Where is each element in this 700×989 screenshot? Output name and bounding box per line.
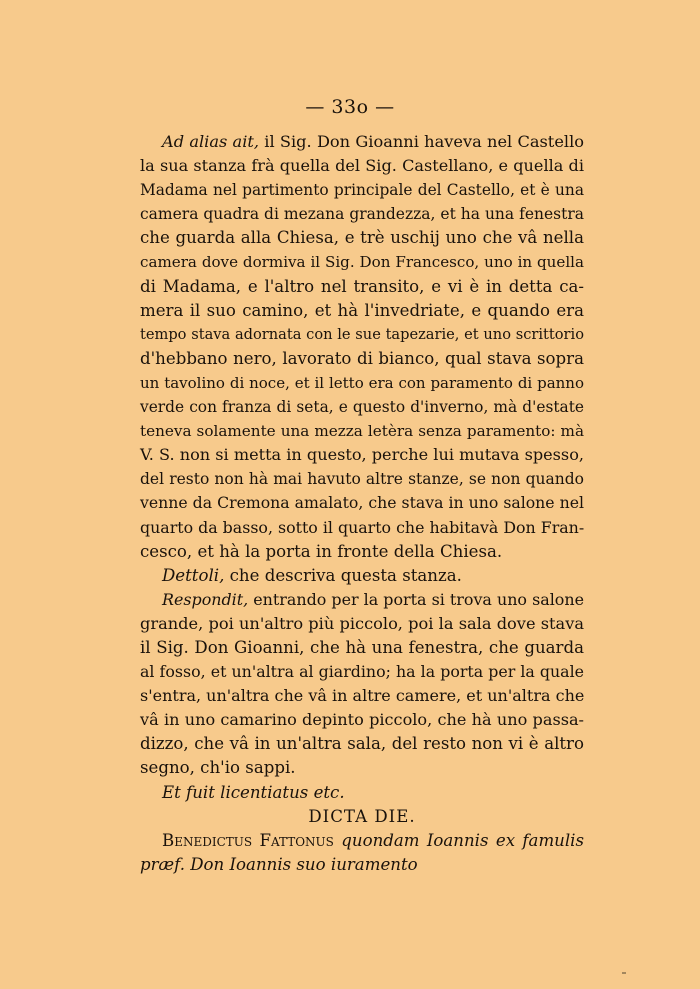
text-line xyxy=(140,419,584,443)
text-line xyxy=(140,130,584,154)
text-line xyxy=(140,612,584,636)
text-segment: camera quadra di mezana grandezza, et ha una fenestra xyxy=(140,205,584,224)
text-segment: teneva solamente una mezza letèra senza paramento: mà xyxy=(140,422,584,441)
text-segment: DICTA DIE. xyxy=(308,806,416,826)
text-segment: Madama nel partimento principale del Castello, et è una xyxy=(140,181,584,200)
text-line xyxy=(140,371,584,395)
text-segment: Et fuit licentiatus etc. xyxy=(162,782,345,802)
text-segment: che guarda alla Chiesa, e trè uschij uno che vâ nella xyxy=(140,228,584,248)
text-segment: al fosso, et un'altra al giardino; ha la porta per la quale xyxy=(140,662,584,682)
text-line xyxy=(140,347,584,371)
text-line xyxy=(140,805,584,829)
paper-speck xyxy=(622,972,626,974)
text-segment: dizzo, che vâ in un'altra sala, del resto non vi è altro xyxy=(140,734,584,754)
text-segment: di Madama, e l'altro nel transito, e vi è in detta ca- xyxy=(140,276,584,296)
text-segment: il Sig. Don Gioanni, che hà una fenestra, che guarda xyxy=(140,637,584,657)
text-line xyxy=(140,636,584,660)
text-line xyxy=(140,178,584,202)
text-segment: Ad alias ait, xyxy=(162,132,260,151)
text-segment: s'entra, un'altra che vâ in altre camere, et un'altra che xyxy=(140,686,585,706)
text-line xyxy=(140,299,584,323)
body-text xyxy=(140,130,584,877)
text-line xyxy=(140,154,584,178)
text-segment: un tavolino di noce, et il letto era con paramento di panno xyxy=(140,373,584,392)
text-segment: cesco, et hà la porta in fronte della Chiesa. xyxy=(140,541,503,561)
text-segment: præf. Don Ioannis suo iuramento xyxy=(140,854,418,874)
text-line xyxy=(140,226,584,250)
text-segment: mera il suo camino, et hà l'invedriate, e quando era xyxy=(140,300,584,320)
text-line xyxy=(140,443,584,467)
text-line xyxy=(140,323,584,347)
text-segment: Benedictus Fattonus xyxy=(162,830,334,850)
text-segment: quondam Ioannis ex famulis xyxy=(341,830,584,850)
text-line xyxy=(140,491,584,515)
text-line xyxy=(140,564,584,588)
text-line xyxy=(140,395,584,419)
text-segment: Dettoli, xyxy=(162,565,225,585)
text-line xyxy=(140,781,584,805)
text-segment: che descriva questa stanza. xyxy=(224,565,462,585)
page-number: — 33o — xyxy=(305,96,395,118)
text-segment: camera dove dormiva il Sig. Don Francesco, uno in quella xyxy=(140,253,584,272)
text-line xyxy=(140,540,584,564)
text-line xyxy=(140,829,584,853)
text-segment: Respondit, xyxy=(162,589,249,609)
text-segment: d'hebbano nero, lavorato di bianco, qual stava sopra xyxy=(140,348,584,368)
text-line xyxy=(140,588,584,612)
text-segment: vâ in uno camarino depinto piccolo, che hà uno passa- xyxy=(140,710,584,730)
text-line xyxy=(140,516,584,540)
text-line xyxy=(140,660,584,684)
text-line xyxy=(140,684,584,708)
text-line xyxy=(140,250,584,274)
text-segment: venne da Cremona amalato, che stava in uno salone nel xyxy=(140,493,584,513)
text-segment: quarto da basso, sotto il quarto che habitavà Don Fran- xyxy=(140,517,585,537)
text-segment: entrando per la porta si trova uno salone xyxy=(248,589,584,609)
text-segment: tempo stava adornata con le sue tapezarie, et uno scrittorio xyxy=(140,325,584,343)
text-line xyxy=(140,467,584,491)
text-segment: del resto non hà mai havuto altre stanze, se non quando xyxy=(140,470,584,489)
text-segment: la sua stanza frà quella del Sig. Castellano, e quella di xyxy=(140,156,584,176)
text-line xyxy=(140,275,584,299)
text-segment: segno, ch'io sappi. xyxy=(140,758,296,778)
text-line xyxy=(140,202,584,226)
text-line xyxy=(140,708,584,732)
text-segment: grande, poi un'altro più piccolo, poi la sala dove stava xyxy=(140,613,584,633)
text-segment: il Sig. Don Gioanni haveva nel Castello xyxy=(259,132,584,151)
text-line xyxy=(140,853,584,877)
text-segment: V. S. non si metta in questo, perche lui mutava spesso, xyxy=(140,445,584,465)
text-line xyxy=(140,756,584,780)
text-line xyxy=(140,732,584,756)
text-segment: verde con franza di seta, e questo d'inverno, mà d'estate xyxy=(140,398,584,417)
